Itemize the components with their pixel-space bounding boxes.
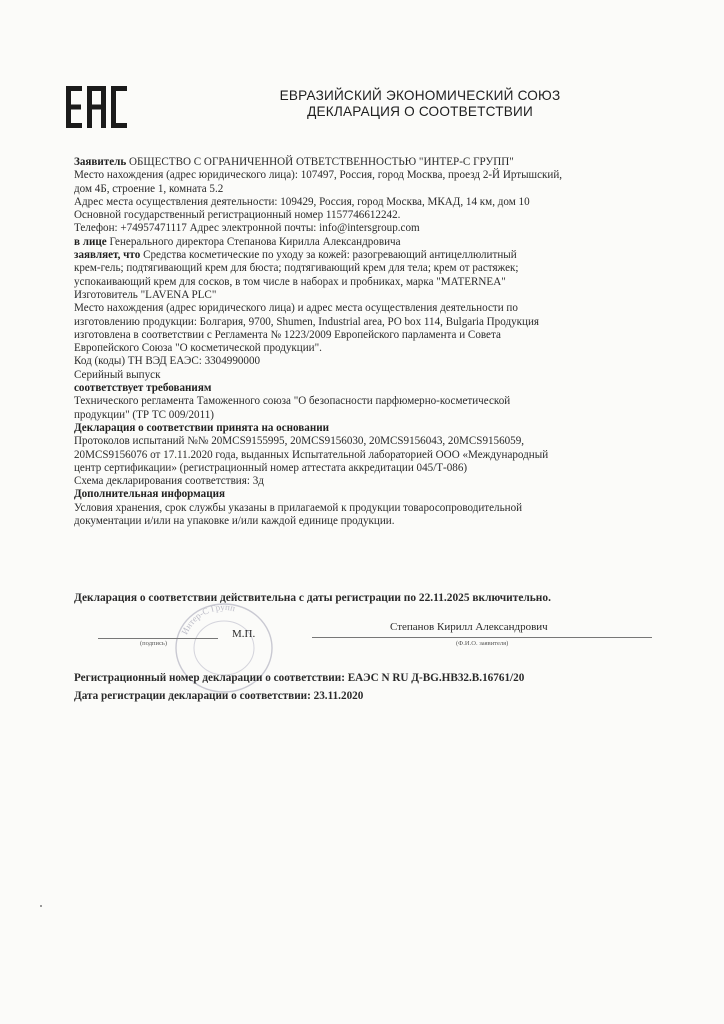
additional-line-2: документации и/или на упаковке и/или каждой единице продукции. (74, 515, 395, 528)
stamp-place-label: М.П. (232, 628, 256, 640)
name-line (312, 637, 652, 638)
requirements-line-2: продукции" (ТР ТС 009/2011) (74, 408, 214, 421)
rep-name: Генерального директора Степанова Кирилла Александровича (109, 235, 401, 248)
rep-label: в лице (74, 235, 107, 248)
applicant-label: Заявитель (74, 156, 127, 168)
validity-statement: Декларация о соответствии действительна с даты регистрации по 22.11.2025 включительно. (74, 592, 551, 604)
signatory-name: Степанов Кирилл Александрович (390, 621, 548, 633)
union-title: ЕВРАЗИЙСКИЙ ЭКОНОМИЧЕСКИЙ СОЮЗ (279, 88, 561, 103)
activity-address: Адрес места осуществления деятельности: 109429, Россия, город Москва, МКАД, 14 км, дом 10 (74, 195, 530, 208)
scan-speck (40, 905, 42, 907)
applicant-address-1: Место нахождения (адрес юридического лица): 107497, Россия, город Москва, проезд 2-Й Иртышский, (74, 169, 563, 182)
signature-caption: (подпись) (140, 640, 167, 647)
applicant-line (74, 156, 634, 169)
contacts: Телефон: +74957471117 Адрес электронной почты: info@intersgroup.com (74, 222, 420, 235)
manufacturer: Изготовитель "LAVENA PLC" (74, 288, 217, 301)
tnved-code: Код (коды) ТН ВЭД ЕАЭС: 3304990000 (74, 355, 261, 368)
declaration-body (74, 156, 634, 528)
basis-label: Декларация о соответствии принята на основании (74, 421, 330, 434)
additional-label: Дополнительная информация (74, 488, 225, 501)
basis-line-2: 20MCS9156076 от 17.11.2020 года, выданных Испытательной лабораторией ООО «Международный (74, 448, 549, 461)
requirements-label: соответствует требованиям (74, 382, 212, 395)
applicant-name: ОБЩЕСТВО С ОГРАНИЧЕННОЙ ОТВЕТСТВЕННОСТЬЮ "ИНТЕР-С ГРУПП" (129, 156, 514, 168)
requirements-line-1: Технического регламента Таможенного союза "О безопасности парфюмерно-косметической (74, 395, 511, 408)
mfr-address-3: изготовлена в соответствии с Регламента № 1223/2009 Европейского парламента и Совета (74, 328, 501, 341)
product-line-1 (74, 249, 634, 262)
name-caption: (Ф.И.О. заявителя) (456, 640, 509, 647)
applicant-address-2: дом 4Б, строение 1, комната 5.2 (74, 182, 224, 195)
mfr-address-1: Место нахождения (адрес юридического лица) и адрес места осуществления деятельности по (74, 302, 518, 315)
signature-line (98, 638, 218, 639)
additional-line-1: Условия хранения, срок службы указаны в прилагаемой к продукции товаросопроводительной (74, 501, 523, 514)
basis-line-1: Протоколов испытаний №№ 20MCS9155995, 20MCS9156030, 20MCS9156043, 20MCS9156059, (74, 435, 525, 448)
representative-line (74, 236, 634, 249)
scheme: Схема декларирования соответствия: 3д (74, 475, 264, 488)
registration-date: Дата регистрации декларации о соответствии: 23.11.2020 (74, 690, 364, 702)
svg-text:Интер-С Групп: Интер-С Групп (179, 601, 237, 637)
product-line-2: крем-гель; подтягивающий крем для бюста; подтягивающий крем для тела; крем от растяжек; (74, 262, 519, 275)
registration-number: Регистрационный номер декларации о соответствии: ЕАЭС N RU Д-BG.НВ32.В.16761/20 (74, 672, 525, 684)
eac-logo (66, 86, 128, 128)
ogrn: Основной государственный регистрационный номер 1157746612242. (74, 209, 401, 222)
declares-label: заявляет, что (74, 249, 141, 262)
product-line-3: успокаивающий крем для сосков, в том числе в наборах и пробниках, марка "MATERNEA" (74, 275, 506, 288)
mfr-address-4: Европейского Союза "О косметической продукции". (74, 342, 322, 355)
document-title: ДЕКЛАРАЦИЯ О СООТВЕТСТВИИ (307, 104, 533, 119)
basis-line-3: центр сертификации» (регистрационный номер аттестата аккредитации 045/Т-086) (74, 461, 468, 474)
batch-type: Серийный выпуск (74, 368, 161, 381)
mfr-address-2: изготовлению продукции: Болгария, 9700, Shumen, Industrial area, PO box 114, Bulgaria Продукция (74, 315, 540, 328)
product-text-1: Средства косметические по уходу за кожей: разогревающий антицеллюлитный (143, 249, 517, 262)
